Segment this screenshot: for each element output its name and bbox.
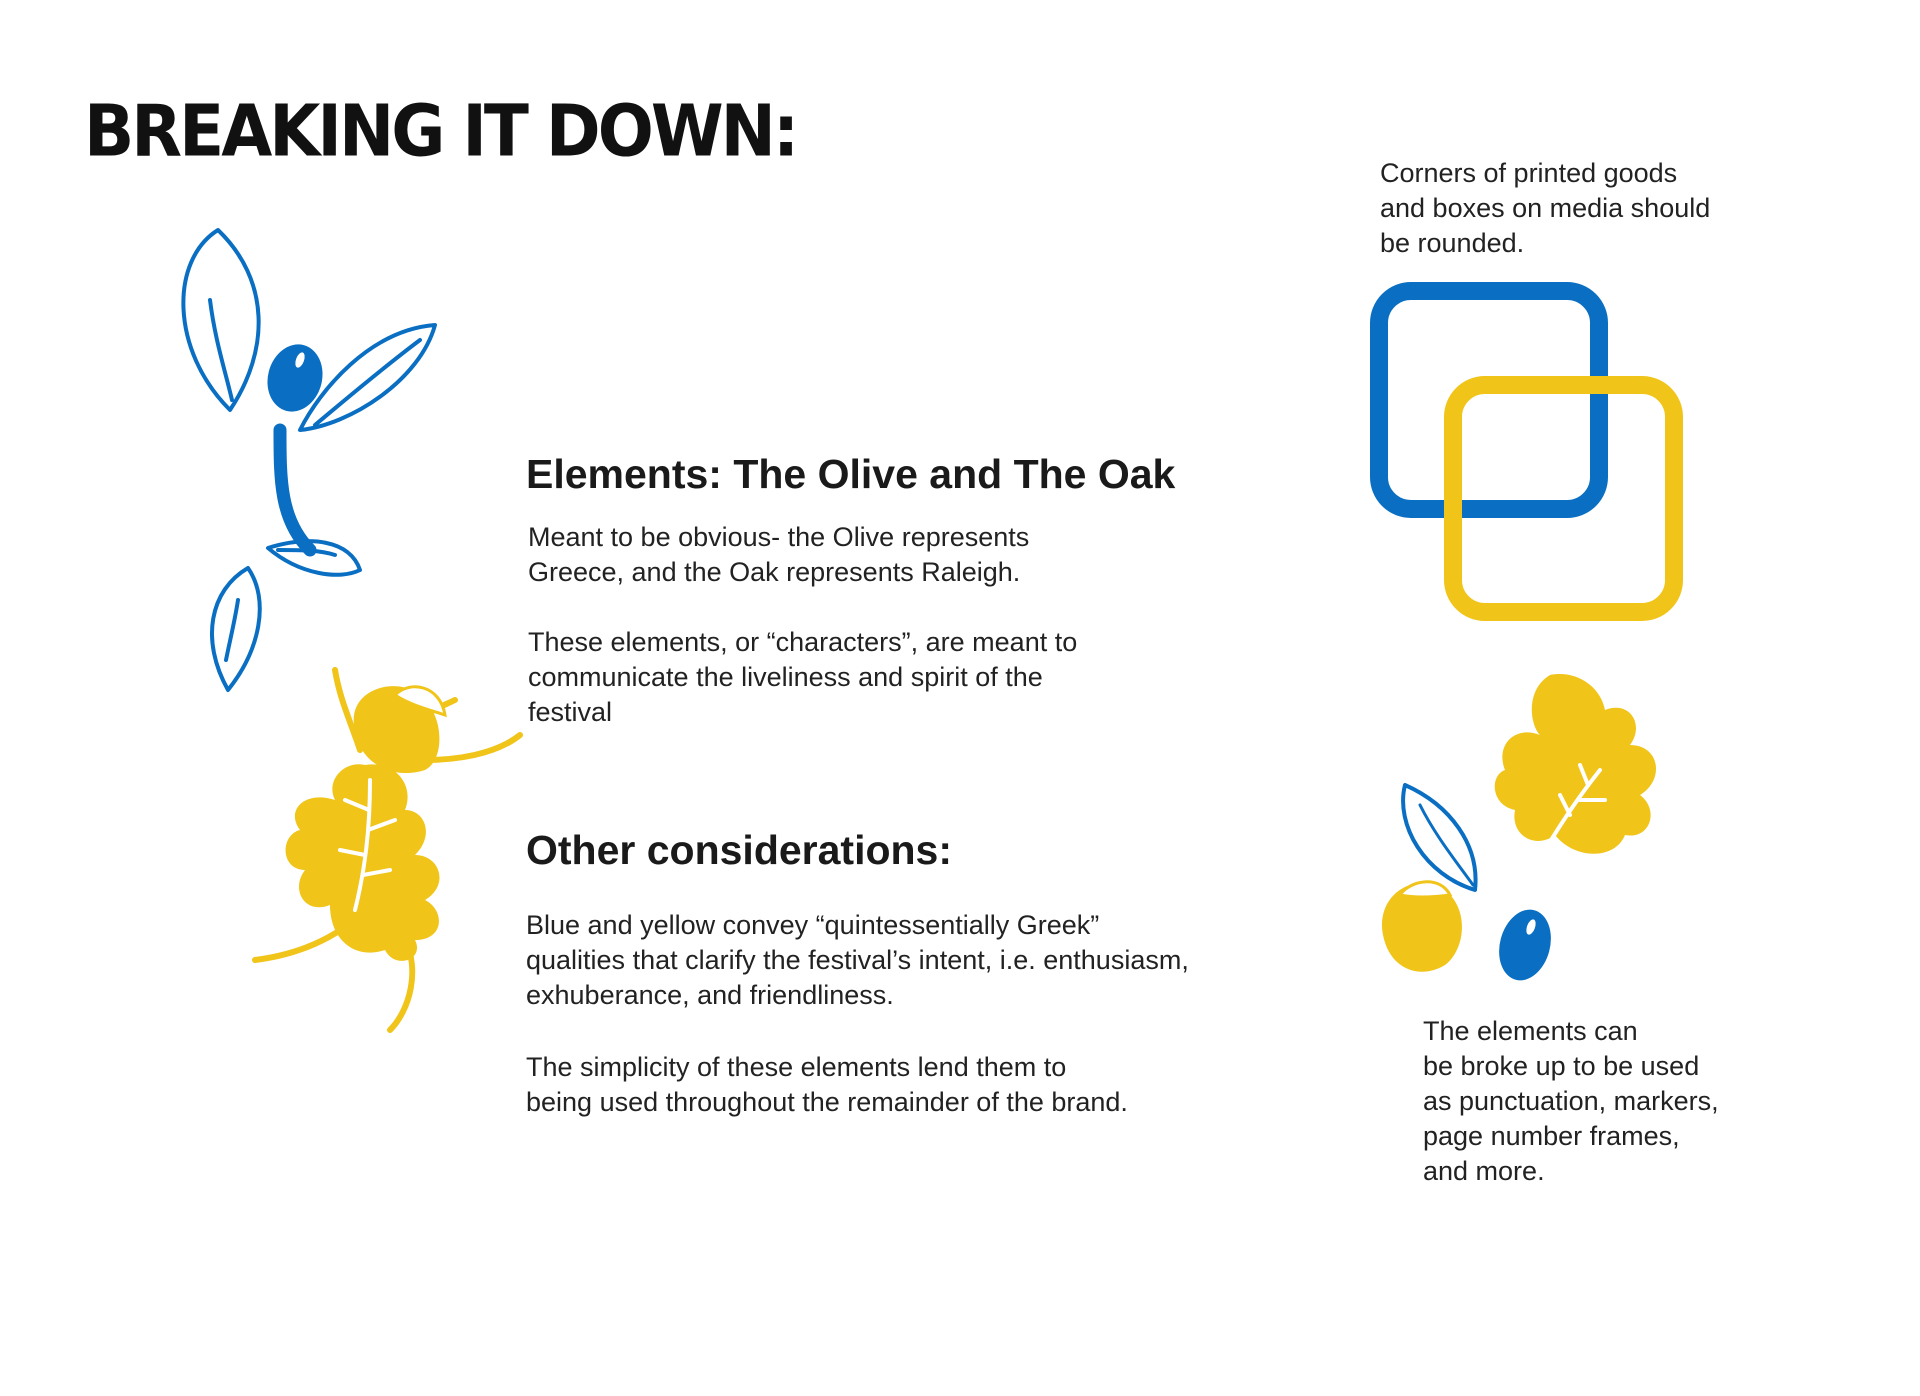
olive-branch-icon xyxy=(170,220,440,700)
page-title: BREAKING IT DOWN: xyxy=(84,89,797,173)
considerations-paragraph-1: Blue and yellow convey “quintessentially Greek” qualities that clarify the festival’s intent, i.e. enthusiasm, exhuberance, and friendliness. xyxy=(526,910,1189,1010)
oak-leaf-icon xyxy=(1495,674,1656,854)
elements-breakup-icon xyxy=(1375,665,1675,1000)
elements-heading: Elements: The Olive and The Oak xyxy=(526,451,1176,497)
oak-branch-icon xyxy=(245,660,530,1060)
corners-note: Corners of printed goods and boxes on media should be rounded. xyxy=(1380,158,1711,258)
olive-leaf-icon xyxy=(1403,785,1475,890)
considerations-paragraph-2: The simplicity of these elements lend them to being used throughout the remainder of the brand. xyxy=(526,1052,1128,1117)
elements-paragraph-1: Meant to be obvious- the Olive represents Greece, and the Oak represents Raleigh. xyxy=(528,522,1030,587)
rounded-squares-icon xyxy=(1370,282,1685,622)
acorn-icon xyxy=(1382,882,1462,972)
elements-paragraph-2: These elements, or “characters”, are meant to communicate the liveliness and spirit of the festival xyxy=(528,627,1078,727)
elements-note: The elements can be broke up to be used as punctuation, markers, page number frames, and more. xyxy=(1423,1016,1719,1186)
considerations-heading: Other considerations: xyxy=(526,827,953,873)
olive-icon xyxy=(1492,904,1559,986)
